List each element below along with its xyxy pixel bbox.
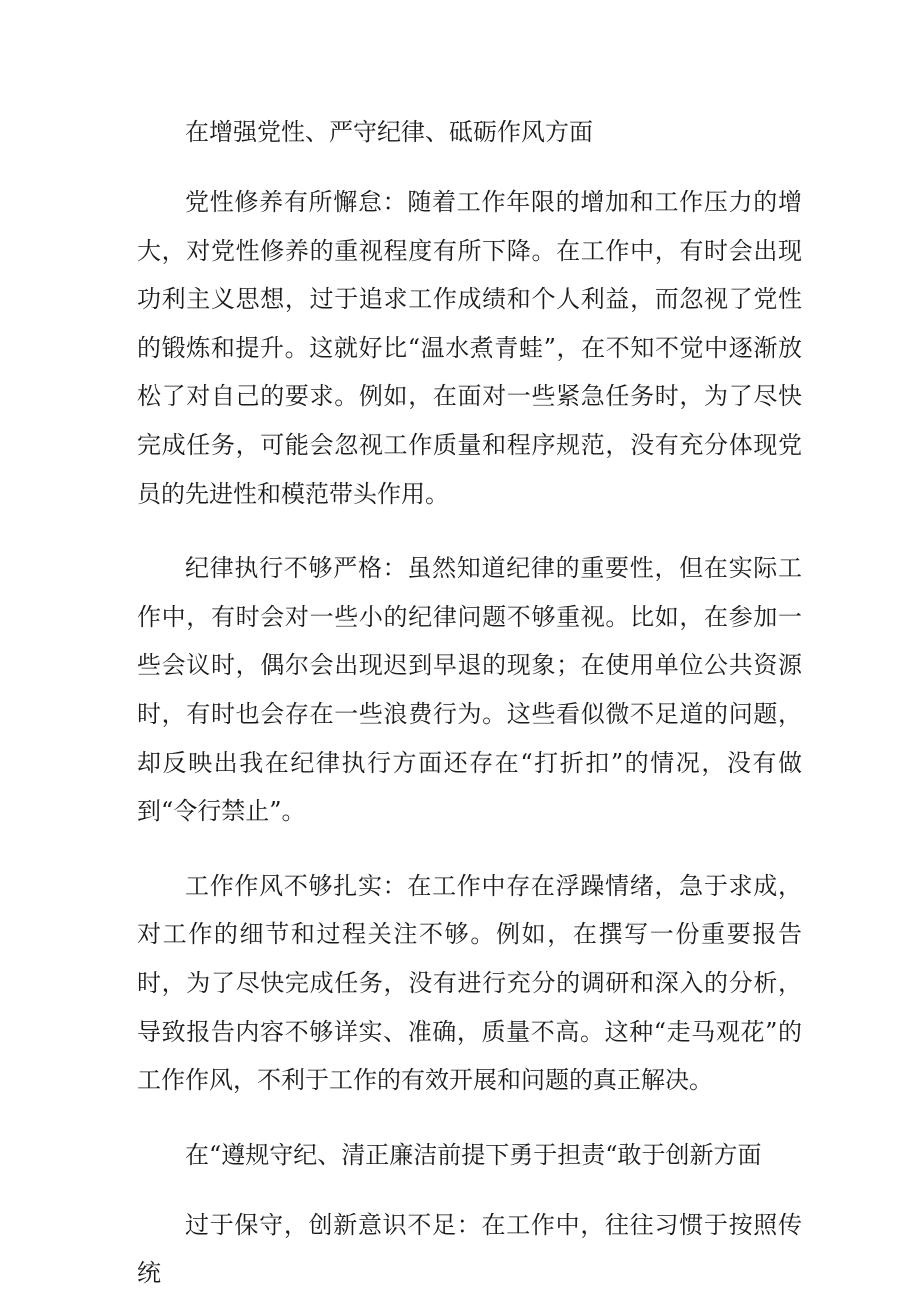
document-body	[137, 108, 802, 1298]
paragraph-work-style: 工作作风不够扎实：在工作中存在浮躁情绪，急于求成，对工作的细节和过程关注不够。例如，在撰写一份重要报告时，为了尽快完成任务，没有进行充分的调研和深入的分析，导致报告内容不够详实、准确，质量不高。这种“走马观花”的工作作风，不利于工作的有效开展和问题的真正解决。	[137, 871, 802, 1095]
section-heading-party-discipline: 在增强党性、严守纪律、砥砺作风方面	[185, 118, 593, 146]
paragraph-discipline-execution: 纪律执行不够严格：虽然知道纪律的重要性，但在实际工作中，有时会对一些小的纪律问题不够重视。比如，在参加一些会议时，偶尔会出现迟到早退的现象；在使用单位公共资源时，有时也会存在一些浪费行为。这些看似微不足道的问题，却反映出我在纪律执行方面还存在“打折扣”的情况，没有做到“令行禁止”。	[137, 554, 802, 826]
section-heading-innovation: 在“遵规守纪、清正廉洁前提下勇于担责“敢于创新方面	[185, 1140, 762, 1169]
paragraph-innovation: 过于保守，创新意识不足：在工作中，往往习惯于按照传统	[137, 1210, 802, 1288]
paragraph-party-cultivation: 党性修养有所懈怠：随着工作年限的增加和工作压力的增大，对党性修养的重视程度有所下降。在工作中，有时会出现功利主义思想，过于追求工作成绩和个人利益，而忽视了党性的锻炼和提升。这就好比“温水煮青蛙”，在不知不觉中逐渐放松了对自己的要求。例如，在面对一些紧急任务时，为了尽快完成任务，可能会忽视工作质量和程序规范，没有充分体现党员的先进性和模范带头作用。	[137, 188, 802, 508]
